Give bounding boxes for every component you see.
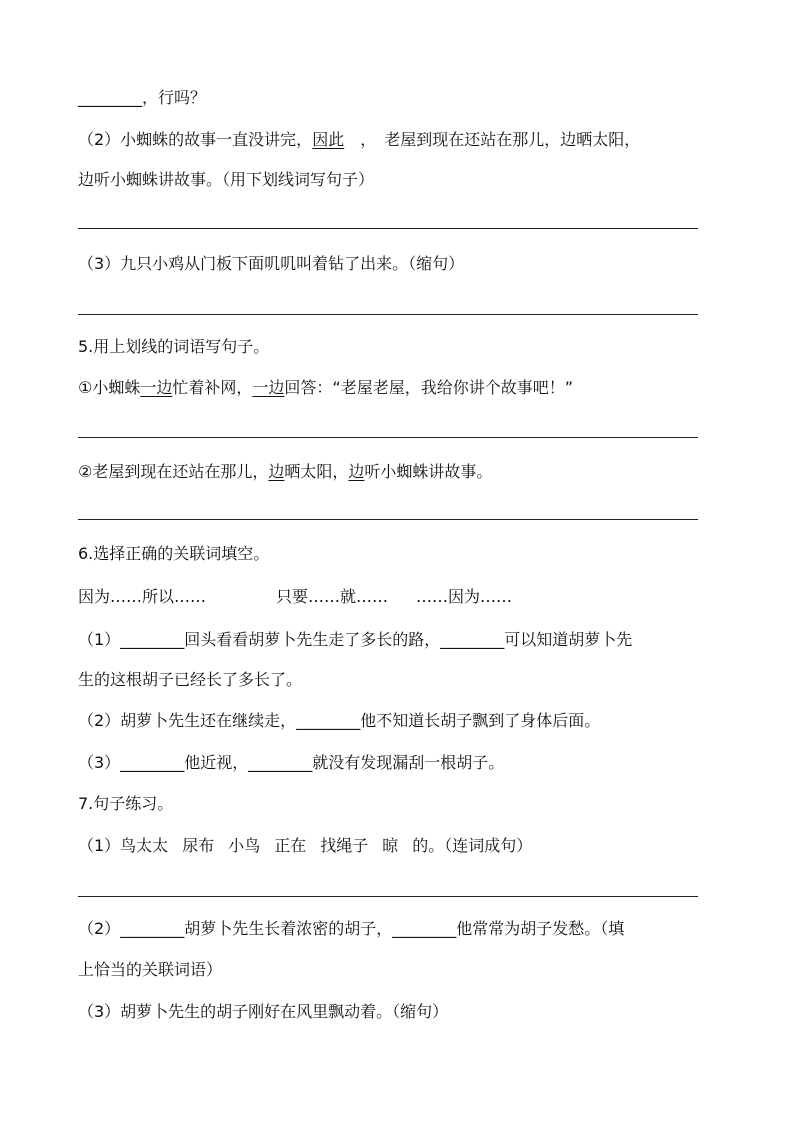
- question-6-3: （3）________他近视，________就没有发现漏刮一根胡子。: [78, 753, 505, 772]
- question-5-sentence-2: ②老屋到现在还站在那儿，边晒太阳，边听小蜘蛛讲故事。: [78, 462, 493, 481]
- question-6-1: （1）________回头看看胡萝卜先生走了多长的路，________可以知道胡萝卜先: [78, 630, 633, 649]
- answer-blank[interactable]: ________: [120, 630, 185, 649]
- answer-blank[interactable]: ________: [248, 753, 313, 772]
- question-7-title: 7.句子练习。: [78, 794, 174, 813]
- answer-line[interactable]: [78, 228, 698, 229]
- option: 因为……所以……: [78, 587, 207, 606]
- option: 只要……就……: [276, 587, 389, 606]
- question-7-1: （1）鸟太太 尿布 小鸟 正在 找绳子 晾 的。（连词成句）: [78, 836, 533, 855]
- question-6-2: （2）胡萝卜先生还在继续走，________他不知道长胡子飘到了身体后面。: [78, 711, 601, 730]
- answer-line[interactable]: [78, 314, 698, 315]
- answer-blank[interactable]: ________: [296, 711, 361, 730]
- question-4-2-line2: 边听小蜘蛛讲故事。（用下划线词写句子）: [78, 170, 375, 189]
- question-6-title: 6.选择正确的关联词填空。: [78, 544, 270, 563]
- question-7-3: （3）胡萝卜先生的胡子刚好在风里飘动着。（缩句）: [78, 1002, 449, 1021]
- answer-line[interactable]: [78, 519, 698, 520]
- question-4-3: （3）九只小鸡从门板下面叽叽叫着钻了出来。（缩句）: [78, 254, 465, 273]
- conjunction-options: [78, 587, 728, 607]
- question-7-2-line2: 上恰当的关联词语）: [78, 960, 223, 979]
- answer-line[interactable]: [78, 437, 698, 438]
- answer-blank[interactable]: ________: [78, 88, 142, 107]
- question-5-title: 5.用上划线的词语写句子。: [78, 337, 270, 356]
- underlined-word: 因此: [312, 130, 345, 149]
- answer-line[interactable]: [78, 896, 698, 897]
- option: ……因为……: [416, 587, 513, 606]
- answer-blank[interactable]: ________: [392, 919, 457, 938]
- question-5-sentence-1: ①小蜘蛛一边忙着补网，一边回答：“老屋老屋，我给你讲个故事吧！”: [78, 378, 573, 397]
- continuation-line: ________，行吗？: [78, 88, 207, 107]
- question-4-2: （2）小蜘蛛的故事一直没讲完，因此 ， 老屋到现在还站在那儿，边晒太阳，: [78, 130, 641, 149]
- question-6-1-line2: 生的这根胡子已经长了多长了。: [78, 670, 303, 689]
- answer-blank[interactable]: ________: [440, 630, 505, 649]
- answer-blank[interactable]: ________: [120, 753, 185, 772]
- question-7-2: （2）________胡萝卜先生长着浓密的胡子，________他常常为胡子发愁。（填: [78, 919, 625, 938]
- answer-blank[interactable]: ________: [120, 919, 185, 938]
